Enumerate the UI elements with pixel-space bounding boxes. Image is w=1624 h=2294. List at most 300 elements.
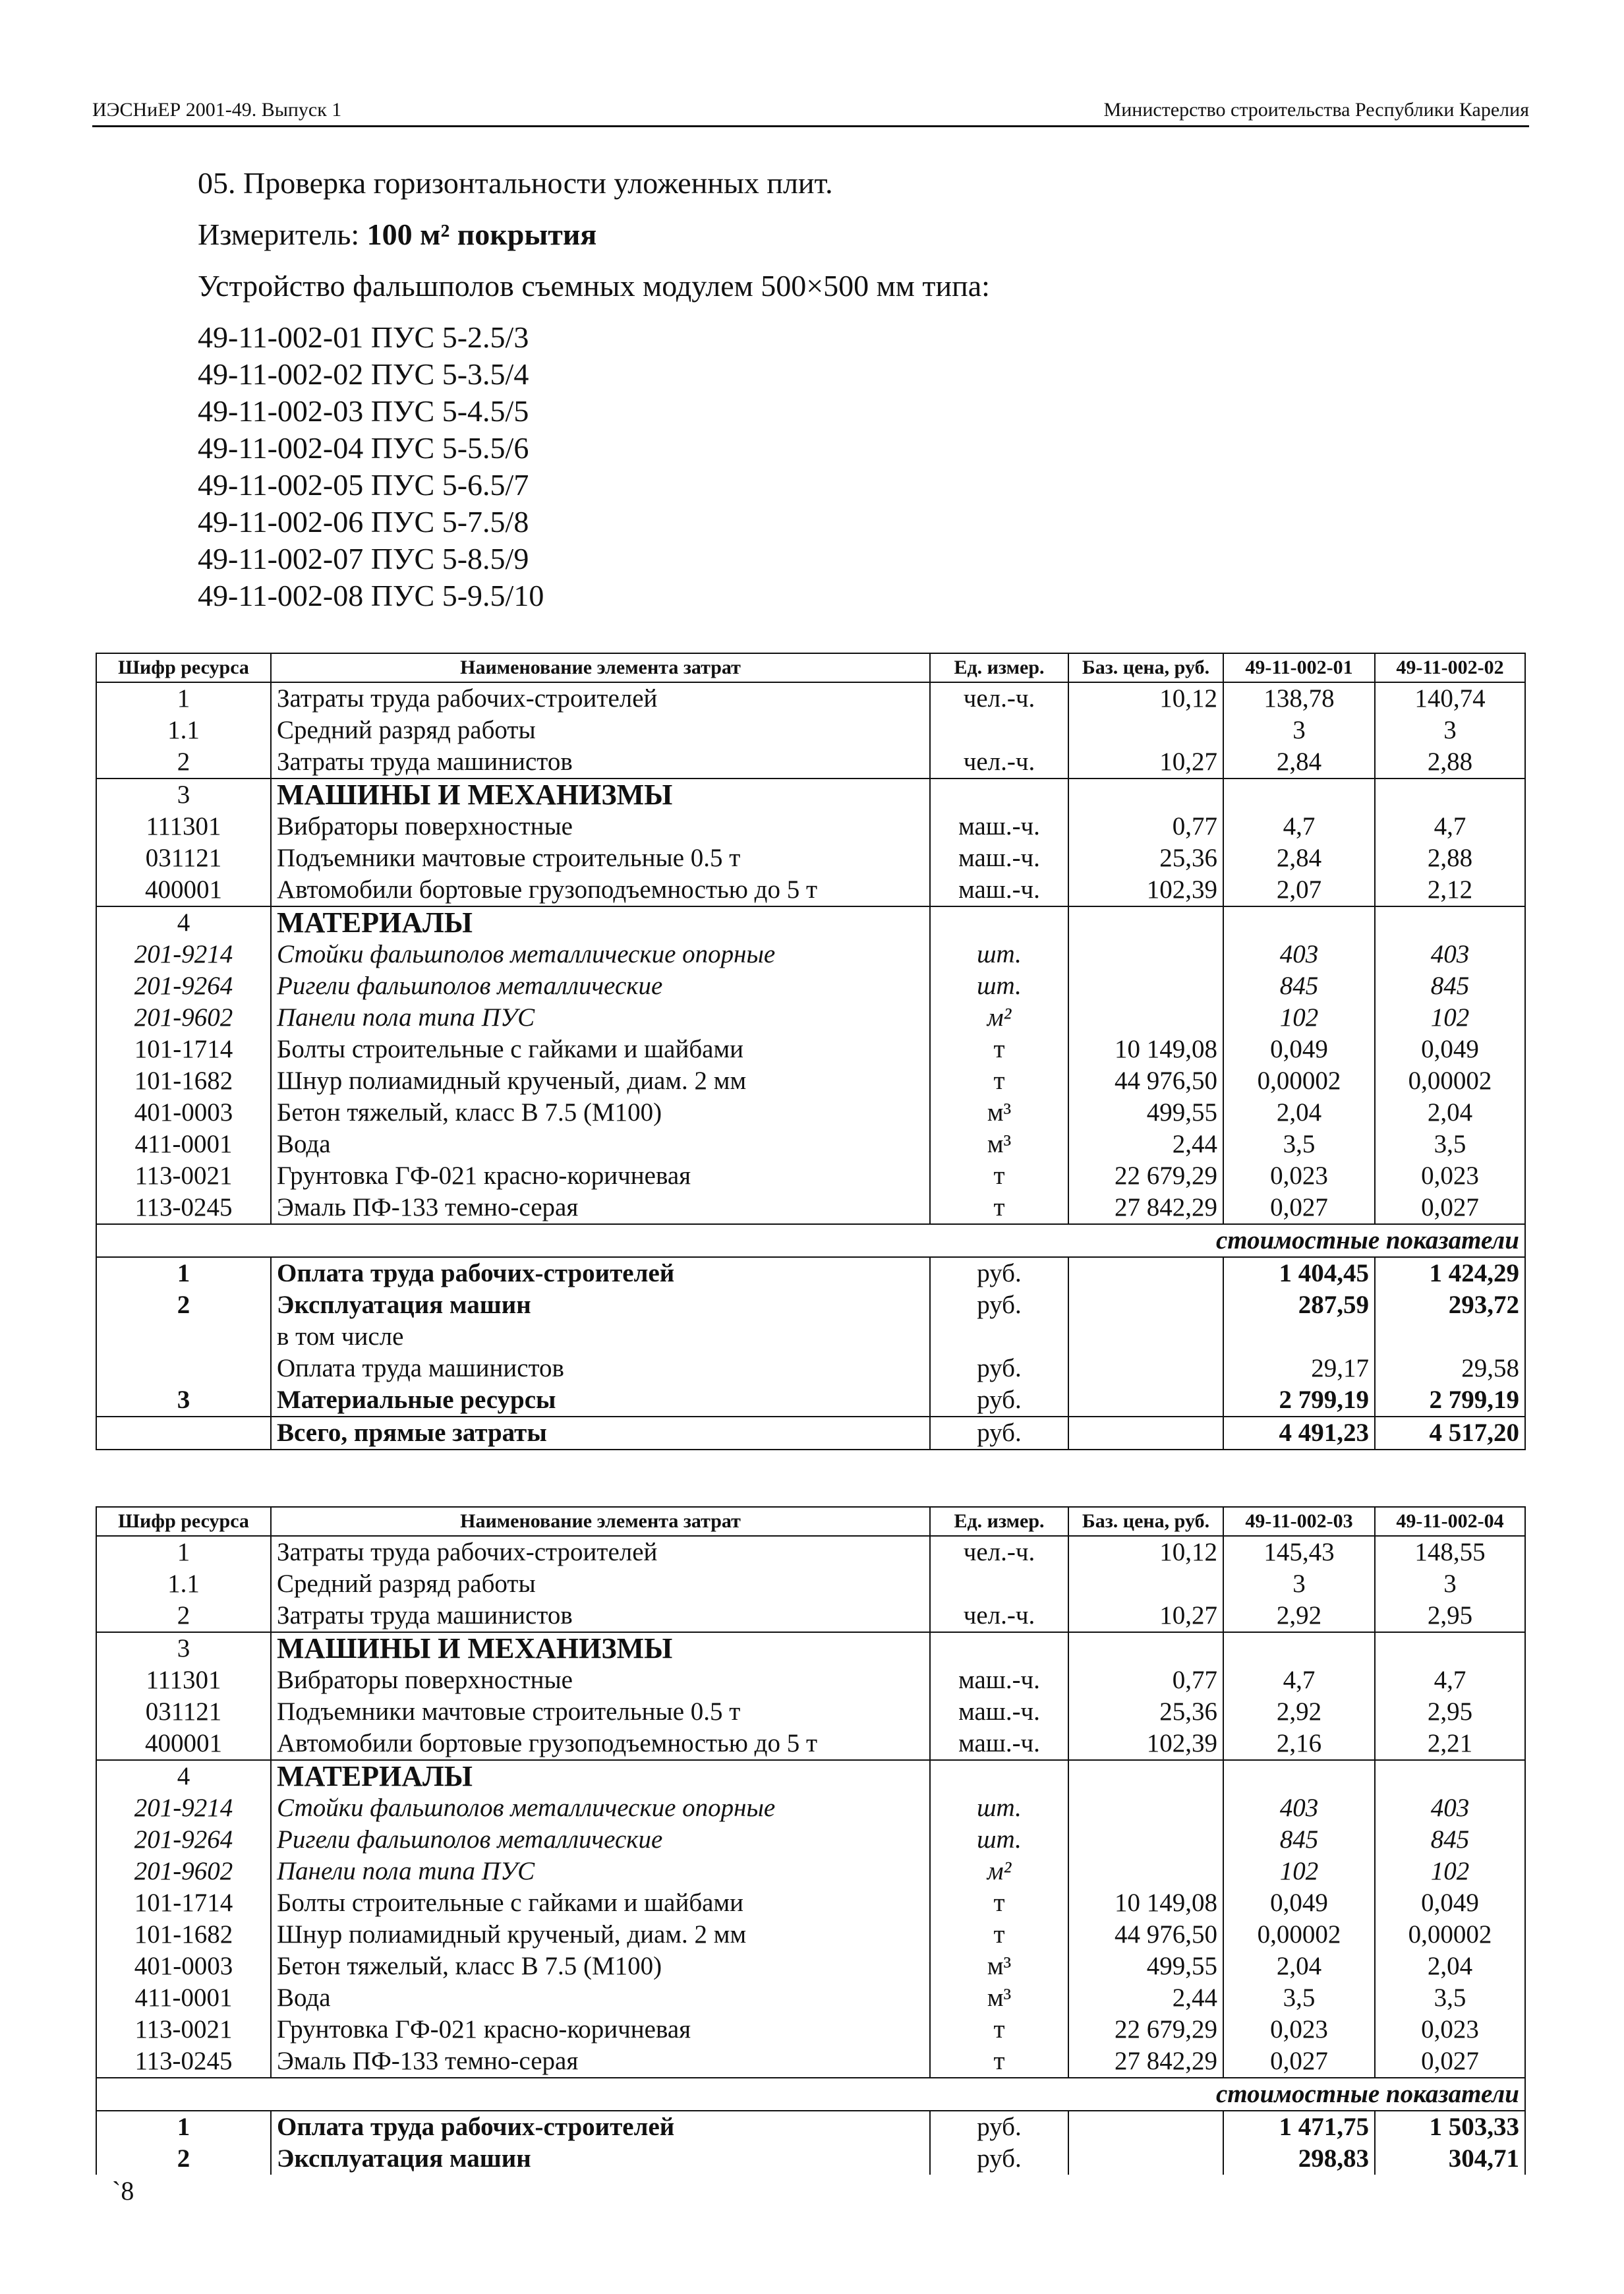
cell-unit: т bbox=[930, 2014, 1068, 2045]
col-code-header: Шифр ресурса bbox=[96, 1507, 271, 1536]
cost-row bbox=[96, 1353, 1525, 1384]
cell-unit: чел.-ч. bbox=[930, 682, 1068, 715]
cell-value-a bbox=[1223, 1321, 1375, 1353]
cell-unit: руб. bbox=[930, 1289, 1068, 1321]
cell-value-b: 0,027 bbox=[1375, 1192, 1525, 1224]
cell-code: 101-1714 bbox=[96, 1887, 271, 1919]
cell-code: 1.1 bbox=[96, 1568, 271, 1600]
code-item: 49-11-002-06 ПУС 5-7.5/8 bbox=[198, 505, 529, 539]
cell-value-b: 4 517,20 bbox=[1375, 1417, 1525, 1450]
cell-name: Стойки фальшполов металлические опорные bbox=[271, 939, 930, 970]
cell-unit: м² bbox=[930, 1002, 1068, 1034]
table-row bbox=[96, 1097, 1525, 1129]
cell-name: Подъемники мачтовые строительные 0.5 т bbox=[271, 842, 930, 874]
table-row bbox=[96, 2014, 1525, 2045]
cell-value-a: 845 bbox=[1223, 970, 1375, 1002]
table-row bbox=[96, 1887, 1525, 1919]
cell-unit: руб. bbox=[930, 1353, 1068, 1384]
cell-value-b bbox=[1375, 779, 1525, 811]
table-row bbox=[96, 1792, 1525, 1824]
cell-value-b: 2,21 bbox=[1375, 1728, 1525, 1760]
cell-value-a: 102 bbox=[1223, 1856, 1375, 1887]
cell-value-b: 293,72 bbox=[1375, 1289, 1525, 1321]
cell-unit: м³ bbox=[930, 1982, 1068, 2014]
cell-price: 102,39 bbox=[1068, 874, 1223, 906]
cell-price bbox=[1068, 1002, 1223, 1034]
cell-code: 1 bbox=[96, 2111, 271, 2143]
cell-code: 2 bbox=[96, 1289, 271, 1321]
cost-row bbox=[96, 1321, 1525, 1353]
cell-price bbox=[1068, 906, 1223, 939]
table-row bbox=[96, 939, 1525, 970]
cell-code: 101-1682 bbox=[96, 1919, 271, 1951]
cell-value-b bbox=[1375, 906, 1525, 939]
cell-unit: маш.-ч. bbox=[930, 874, 1068, 906]
cell-code: 201-9264 bbox=[96, 1824, 271, 1856]
cell-value-b: 2,95 bbox=[1375, 1696, 1525, 1728]
table-row bbox=[96, 1632, 1525, 1664]
cell-value-a bbox=[1223, 1760, 1375, 1792]
page-number: `8 bbox=[112, 2176, 134, 2206]
cell-value-a: 4,7 bbox=[1223, 1664, 1375, 1696]
cell-unit bbox=[930, 1760, 1068, 1792]
table-row bbox=[96, 1982, 1525, 2014]
cell-value-b: 102 bbox=[1375, 1002, 1525, 1034]
col-name-header: Наименование элемента затрат bbox=[271, 653, 930, 682]
cell-name: МАШИНЫ И МЕХАНИЗМЫ bbox=[271, 779, 930, 811]
table-row bbox=[96, 842, 1525, 874]
cell-code: 101-1682 bbox=[96, 1065, 271, 1097]
cell-price bbox=[1068, 1384, 1223, 1417]
cell-name: Ригели фальшполов металлические bbox=[271, 1824, 930, 1856]
table-row bbox=[96, 2045, 1525, 2078]
cell-price: 10 149,08 bbox=[1068, 1034, 1223, 1065]
cell-value-b: 4,7 bbox=[1375, 1664, 1525, 1696]
cell-value-b bbox=[1375, 1321, 1525, 1353]
table-row bbox=[96, 1568, 1525, 1600]
cost-row bbox=[96, 1384, 1525, 1417]
cell-unit: маш.-ч. bbox=[930, 1696, 1068, 1728]
cell-value-a bbox=[1223, 779, 1375, 811]
cell-value-b: 845 bbox=[1375, 970, 1525, 1002]
table-row bbox=[96, 906, 1525, 939]
cell-value-b: 148,55 bbox=[1375, 1536, 1525, 1568]
cell-value-a: 0,027 bbox=[1223, 1192, 1375, 1224]
cell-name: Затраты труда рабочих-строителей bbox=[271, 682, 930, 715]
cell-name: Эксплуатация машин bbox=[271, 2143, 930, 2175]
cell-unit: руб. bbox=[930, 2111, 1068, 2143]
code-item: 49-11-002-05 ПУС 5-6.5/7 bbox=[198, 468, 529, 502]
cell-name: Эмаль ПФ-133 темно-серая bbox=[271, 1192, 930, 1224]
cell-value-b: 29,58 bbox=[1375, 1353, 1525, 1384]
cell-price bbox=[1068, 1257, 1223, 1289]
cell-name: Вода bbox=[271, 1129, 930, 1160]
cell-value-a: 102 bbox=[1223, 1002, 1375, 1034]
cell-unit bbox=[930, 906, 1068, 939]
cell-price bbox=[1068, 939, 1223, 970]
cell-code: 201-9214 bbox=[96, 939, 271, 970]
cell-value-a: 2 799,19 bbox=[1223, 1384, 1375, 1417]
page-header bbox=[92, 99, 1529, 127]
cell-value-b: 3,5 bbox=[1375, 1982, 1525, 2014]
cell-price bbox=[1068, 2111, 1223, 2143]
table-row bbox=[96, 1600, 1525, 1632]
cost-row bbox=[96, 1289, 1525, 1321]
cell-name: Бетон тяжелый, класс В 7.5 (М100) bbox=[271, 1951, 930, 1982]
cell-unit bbox=[930, 715, 1068, 746]
cell-value-a: 2,84 bbox=[1223, 842, 1375, 874]
cell-price: 22 679,29 bbox=[1068, 2014, 1223, 2045]
cell-name: Оплата труда машинистов bbox=[271, 1353, 930, 1384]
cell-code bbox=[96, 1321, 271, 1353]
table-row bbox=[96, 1192, 1525, 1224]
cell-name: Эмаль ПФ-133 темно-серая bbox=[271, 2045, 930, 2078]
code-item: 49-11-002-08 ПУС 5-9.5/10 bbox=[198, 579, 544, 612]
cell-price: 10,27 bbox=[1068, 1600, 1223, 1632]
table-row bbox=[96, 1664, 1525, 1696]
cell-name: МАТЕРИАЛЫ bbox=[271, 1760, 930, 1792]
cell-price bbox=[1068, 715, 1223, 746]
cell-unit: шт. bbox=[930, 939, 1068, 970]
cell-value-a: 2,84 bbox=[1223, 746, 1375, 779]
cell-code: 2 bbox=[96, 746, 271, 779]
cell-value-b: 1 424,29 bbox=[1375, 1257, 1525, 1289]
cell-unit: т bbox=[930, 1919, 1068, 1951]
cell-name: Оплата труда рабочих-строителей bbox=[271, 2111, 930, 2143]
cell-code: 400001 bbox=[96, 1728, 271, 1760]
meter-line bbox=[198, 216, 990, 253]
cell-code: 113-0245 bbox=[96, 2045, 271, 2078]
cell-price bbox=[1068, 970, 1223, 1002]
code-item: 49-11-002-07 ПУС 5-8.5/9 bbox=[198, 542, 529, 575]
cell-unit: шт. bbox=[930, 970, 1068, 1002]
cell-value-a: 0,049 bbox=[1223, 1034, 1375, 1065]
device-description: Устройство фальшполов съемных модулем 500×500 мм типа: bbox=[198, 269, 990, 303]
cell-value-a: 2,04 bbox=[1223, 1951, 1375, 1982]
cell-name: Шнур полиамидный крученый, диам. 2 мм bbox=[271, 1919, 930, 1951]
cell-unit: руб. bbox=[930, 1417, 1068, 1450]
table-row bbox=[96, 1034, 1525, 1065]
cell-code: 1 bbox=[96, 1536, 271, 1568]
estimate-table-1 bbox=[96, 653, 1526, 1450]
cell-price bbox=[1068, 1856, 1223, 1887]
cell-code bbox=[96, 1417, 271, 1450]
cell-name: в том числе bbox=[271, 1321, 930, 1353]
cost-row bbox=[96, 2111, 1525, 2143]
cell-value-b: 2,12 bbox=[1375, 874, 1525, 906]
cell-value-a: 845 bbox=[1223, 1824, 1375, 1856]
cell-price bbox=[1068, 1824, 1223, 1856]
cell-unit: чел.-ч. bbox=[930, 1536, 1068, 1568]
cell-value-b bbox=[1375, 1632, 1525, 1664]
cell-code: 411-0001 bbox=[96, 1982, 271, 2014]
cell-unit: т bbox=[930, 2045, 1068, 2078]
cell-price bbox=[1068, 1353, 1223, 1384]
col-price-header: Баз. цена, руб. bbox=[1068, 1507, 1223, 1536]
cell-price: 2,44 bbox=[1068, 1129, 1223, 1160]
cell-price: 25,36 bbox=[1068, 842, 1223, 874]
cell-unit bbox=[930, 1321, 1068, 1353]
cell-name: Шнур полиамидный крученый, диам. 2 мм bbox=[271, 1065, 930, 1097]
cell-value-a: 0,023 bbox=[1223, 1160, 1375, 1192]
code-item: 49-11-002-03 ПУС 5-4.5/5 bbox=[198, 394, 529, 428]
cell-unit: т bbox=[930, 1160, 1068, 1192]
table-row bbox=[96, 1002, 1525, 1034]
cell-code: 1.1 bbox=[96, 715, 271, 746]
cell-price: 27 842,29 bbox=[1068, 2045, 1223, 2078]
cell-unit: т bbox=[930, 1192, 1068, 1224]
cell-name: Затраты труда машинистов bbox=[271, 1600, 930, 1632]
cell-value-a: 3 bbox=[1223, 1568, 1375, 1600]
cell-value-a: 1 471,75 bbox=[1223, 2111, 1375, 2143]
cell-name: Оплата труда рабочих-строителей bbox=[271, 1257, 930, 1289]
cell-value-a: 4,7 bbox=[1223, 811, 1375, 842]
cell-value-a: 1 404,45 bbox=[1223, 1257, 1375, 1289]
cell-price: 10,12 bbox=[1068, 682, 1223, 715]
cell-code: 2 bbox=[96, 2143, 271, 2175]
cell-value-a: 2,92 bbox=[1223, 1696, 1375, 1728]
cell-value-a: 29,17 bbox=[1223, 1353, 1375, 1384]
cell-value-b: 2 799,19 bbox=[1375, 1384, 1525, 1417]
table-row bbox=[96, 1696, 1525, 1728]
cell-price: 499,55 bbox=[1068, 1097, 1223, 1129]
cell-unit: руб. bbox=[930, 1257, 1068, 1289]
cell-code: 3 bbox=[96, 779, 271, 811]
cell-code bbox=[96, 1353, 271, 1384]
cell-price bbox=[1068, 1289, 1223, 1321]
cell-price bbox=[1068, 2143, 1223, 2175]
cell-code: 113-0021 bbox=[96, 2014, 271, 2045]
cost-label: стоимостные показатели bbox=[96, 1224, 1525, 1257]
col-code-header: Шифр ресурса bbox=[96, 653, 271, 682]
cell-value-a: 298,83 bbox=[1223, 2143, 1375, 2175]
cost-row bbox=[96, 1417, 1525, 1450]
cell-unit: т bbox=[930, 1034, 1068, 1065]
cell-name: МАШИНЫ И МЕХАНИЗМЫ bbox=[271, 1632, 930, 1664]
cell-value-b: 304,71 bbox=[1375, 2143, 1525, 2175]
cell-value-b: 1 503,33 bbox=[1375, 2111, 1525, 2143]
code-list bbox=[198, 319, 990, 614]
col-unit-header: Ед. измер. bbox=[930, 1507, 1068, 1536]
cell-unit: м² bbox=[930, 1856, 1068, 1887]
cell-value-b: 0,023 bbox=[1375, 1160, 1525, 1192]
cell-unit bbox=[930, 779, 1068, 811]
cell-name: Грунтовка ГФ-021 красно-коричневая bbox=[271, 1160, 930, 1192]
code-item: 49-11-002-04 ПУС 5-5.5/6 bbox=[198, 431, 529, 465]
cell-value-b: 0,00002 bbox=[1375, 1919, 1525, 1951]
cell-price: 499,55 bbox=[1068, 1951, 1223, 1982]
cell-name: Эксплуатация машин bbox=[271, 1289, 930, 1321]
col-a-header: 49-11-002-03 bbox=[1223, 1507, 1375, 1536]
cell-code: 401-0003 bbox=[96, 1951, 271, 1982]
cell-value-b: 0,023 bbox=[1375, 2014, 1525, 2045]
cell-code: 1 bbox=[96, 1257, 271, 1289]
code-item: 49-11-002-01 ПУС 5-2.5/3 bbox=[198, 320, 529, 354]
cost-header-row bbox=[96, 1224, 1525, 1257]
cell-code: 401-0003 bbox=[96, 1097, 271, 1129]
table-row bbox=[96, 1824, 1525, 1856]
table-row bbox=[96, 1065, 1525, 1097]
cell-value-b bbox=[1375, 1760, 1525, 1792]
cell-price: 2,44 bbox=[1068, 1982, 1223, 2014]
cell-value-b: 102 bbox=[1375, 1856, 1525, 1887]
cell-price bbox=[1068, 1760, 1223, 1792]
cell-value-b: 2,95 bbox=[1375, 1600, 1525, 1632]
cell-code: 3 bbox=[96, 1632, 271, 1664]
cell-code: 201-9214 bbox=[96, 1792, 271, 1824]
cell-value-a bbox=[1223, 1632, 1375, 1664]
cell-value-a: 145,43 bbox=[1223, 1536, 1375, 1568]
table-row bbox=[96, 1129, 1525, 1160]
cell-name: Грунтовка ГФ-021 красно-коричневая bbox=[271, 2014, 930, 2045]
cost-label: стоимостные показатели bbox=[96, 2078, 1525, 2111]
cell-unit bbox=[930, 1568, 1068, 1600]
cell-value-a: 0,049 bbox=[1223, 1887, 1375, 1919]
cell-code: 031121 bbox=[96, 1696, 271, 1728]
cell-price: 44 976,50 bbox=[1068, 1919, 1223, 1951]
table-row bbox=[96, 746, 1525, 779]
header-left: ИЭСНиЕР 2001-49. Выпуск 1 bbox=[92, 99, 342, 121]
cell-value-b: 2,04 bbox=[1375, 1951, 1525, 1982]
cost-row bbox=[96, 2143, 1525, 2175]
table-row bbox=[96, 874, 1525, 906]
cell-value-a: 2,07 bbox=[1223, 874, 1375, 906]
cell-code: 411-0001 bbox=[96, 1129, 271, 1160]
cell-name: Вода bbox=[271, 1982, 930, 2014]
cell-name: Средний разряд работы bbox=[271, 1568, 930, 1600]
cell-value-a: 0,00002 bbox=[1223, 1919, 1375, 1951]
code-item: 49-11-002-02 ПУС 5-3.5/4 bbox=[198, 357, 529, 391]
cell-value-a: 4 491,23 bbox=[1223, 1417, 1375, 1450]
cell-value-a: 2,92 bbox=[1223, 1600, 1375, 1632]
table-row bbox=[96, 1856, 1525, 1887]
cell-value-b: 4,7 bbox=[1375, 811, 1525, 842]
cell-name: Материальные ресурсы bbox=[271, 1384, 930, 1417]
cell-name: Всего, прямые затраты bbox=[271, 1417, 930, 1450]
cell-unit: чел.-ч. bbox=[930, 1600, 1068, 1632]
cell-value-a: 3 bbox=[1223, 715, 1375, 746]
cell-value-a: 0,023 bbox=[1223, 2014, 1375, 2045]
cell-value-b: 3 bbox=[1375, 1568, 1525, 1600]
cell-price bbox=[1068, 779, 1223, 811]
cell-name: Болты строительные с гайками и шайбами bbox=[271, 1034, 930, 1065]
cell-name: Вибраторы поверхностные bbox=[271, 1664, 930, 1696]
cell-unit: м³ bbox=[930, 1097, 1068, 1129]
cell-price bbox=[1068, 1417, 1223, 1450]
cell-unit: т bbox=[930, 1065, 1068, 1097]
cell-code: 3 bbox=[96, 1384, 271, 1417]
cell-code: 111301 bbox=[96, 1664, 271, 1696]
table-header-row bbox=[96, 653, 1525, 682]
cost-row bbox=[96, 1257, 1525, 1289]
cell-value-a bbox=[1223, 906, 1375, 939]
cell-code: 031121 bbox=[96, 842, 271, 874]
col-unit-header: Ед. измер. bbox=[930, 653, 1068, 682]
cell-price: 0,77 bbox=[1068, 811, 1223, 842]
cell-code: 201-9602 bbox=[96, 1856, 271, 1887]
cell-value-b: 403 bbox=[1375, 939, 1525, 970]
table-row bbox=[96, 811, 1525, 842]
cell-value-b: 3 bbox=[1375, 715, 1525, 746]
cell-name: Стойки фальшполов металлические опорные bbox=[271, 1792, 930, 1824]
cell-value-a: 2,04 bbox=[1223, 1097, 1375, 1129]
cell-price: 102,39 bbox=[1068, 1728, 1223, 1760]
cell-value-a: 403 bbox=[1223, 939, 1375, 970]
cell-name: Автомобили бортовые грузоподъемностью до 5 т bbox=[271, 874, 930, 906]
cell-name: Затраты труда машинистов bbox=[271, 746, 930, 779]
table-row bbox=[96, 1919, 1525, 1951]
cell-code: 4 bbox=[96, 1760, 271, 1792]
table-row bbox=[96, 970, 1525, 1002]
cell-value-b: 2,88 bbox=[1375, 842, 1525, 874]
col-name-header: Наименование элемента затрат bbox=[271, 1507, 930, 1536]
table-row bbox=[96, 715, 1525, 746]
estimate-table-2 bbox=[96, 1506, 1526, 2175]
table-row bbox=[96, 779, 1525, 811]
cell-value-b: 403 bbox=[1375, 1792, 1525, 1824]
cell-value-a: 2,16 bbox=[1223, 1728, 1375, 1760]
cell-code: 201-9264 bbox=[96, 970, 271, 1002]
cell-value-a: 0,00002 bbox=[1223, 1065, 1375, 1097]
cell-value-a: 403 bbox=[1223, 1792, 1375, 1824]
cell-name: Ригели фальшполов металлические bbox=[271, 970, 930, 1002]
meter-value: 100 м² покрытия bbox=[366, 218, 597, 251]
cell-value-b: 845 bbox=[1375, 1824, 1525, 1856]
table-header-row bbox=[96, 1507, 1525, 1536]
table-row bbox=[96, 682, 1525, 715]
cell-price bbox=[1068, 1632, 1223, 1664]
cell-unit: м³ bbox=[930, 1129, 1068, 1160]
cell-unit: чел.-ч. bbox=[930, 746, 1068, 779]
table-row bbox=[96, 1536, 1525, 1568]
header-right: Министерство строительства Республики Карелия bbox=[1103, 99, 1529, 121]
cell-value-b: 2,04 bbox=[1375, 1097, 1525, 1129]
cell-value-a: 0,027 bbox=[1223, 2045, 1375, 2078]
cell-value-b: 0,00002 bbox=[1375, 1065, 1525, 1097]
cell-code: 1 bbox=[96, 682, 271, 715]
cell-price bbox=[1068, 1792, 1223, 1824]
cell-price bbox=[1068, 1321, 1223, 1353]
cell-value-b: 0,049 bbox=[1375, 1887, 1525, 1919]
cell-code: 201-9602 bbox=[96, 1002, 271, 1034]
cell-price: 10 149,08 bbox=[1068, 1887, 1223, 1919]
cell-value-b: 2,88 bbox=[1375, 746, 1525, 779]
cell-price: 10,12 bbox=[1068, 1536, 1223, 1568]
cell-value-b: 140,74 bbox=[1375, 682, 1525, 715]
cell-value-b: 0,049 bbox=[1375, 1034, 1525, 1065]
cell-code: 113-0021 bbox=[96, 1160, 271, 1192]
intro-block bbox=[198, 165, 990, 614]
cell-code: 101-1714 bbox=[96, 1034, 271, 1065]
cell-price: 10,27 bbox=[1068, 746, 1223, 779]
cell-unit: шт. bbox=[930, 1824, 1068, 1856]
cell-unit: маш.-ч. bbox=[930, 842, 1068, 874]
cell-name: Вибраторы поверхностные bbox=[271, 811, 930, 842]
cell-price bbox=[1068, 1568, 1223, 1600]
cell-code: 113-0245 bbox=[96, 1192, 271, 1224]
col-price-header: Баз. цена, руб. bbox=[1068, 653, 1223, 682]
cell-name: Затраты труда рабочих-строителей bbox=[271, 1536, 930, 1568]
meter-label: Измеритель: bbox=[198, 218, 360, 251]
table-row bbox=[96, 1160, 1525, 1192]
cell-unit: т bbox=[930, 1887, 1068, 1919]
col-a-header: 49-11-002-01 bbox=[1223, 653, 1375, 682]
cell-name: Средний разряд работы bbox=[271, 715, 930, 746]
col-b-header: 49-11-002-04 bbox=[1375, 1507, 1525, 1536]
cell-name: Подъемники мачтовые строительные 0.5 т bbox=[271, 1696, 930, 1728]
cell-code: 400001 bbox=[96, 874, 271, 906]
cell-price: 22 679,29 bbox=[1068, 1160, 1223, 1192]
